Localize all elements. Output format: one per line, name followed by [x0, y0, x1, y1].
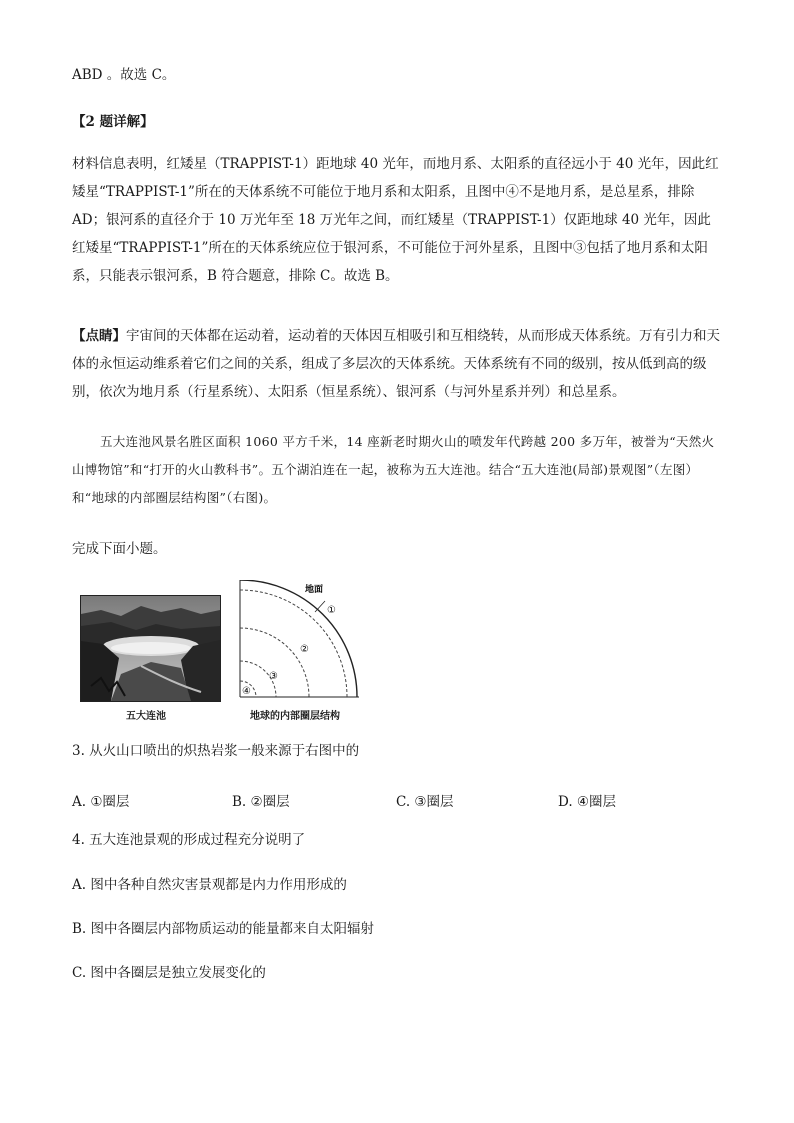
q3-option-d[interactable]: D. ④圈层: [558, 794, 617, 810]
tip-label: 【点睛】: [72, 328, 126, 344]
right-caption: 地球的内部圈层结构: [250, 711, 340, 722]
material-text: 五大连池风景名胜区面积 1060 平方千米，14 座新老时期火山的喷发年代跨越 200 多万年，被誉为“天然火山博物馆”和“打开的火山教科书”。五个湖泊连在一起，被称为五大连池。结合“五大连池(局部)景观图”（左图）和“地球的内部圈层结构图”（右图)。: [72, 434, 715, 505]
top-line: ABD 。故选 C。: [72, 67, 176, 83]
ground-surface-arc: [240, 580, 357, 697]
tip-paragraph: [72, 322, 724, 406]
q2-heading: 【2 题详解】: [72, 114, 154, 130]
q3-option-c[interactable]: C. ③圈层: [396, 794, 454, 810]
earth-layers-diagram: [235, 580, 365, 700]
leader-line: [315, 601, 325, 612]
q3-option-a[interactable]: A. ①圈层: [72, 794, 130, 810]
tip-text: 宇宙间的天体都在运动着，运动着的天体因互相吸引和互相绕转，从而形成天体系统。万有引力和天体的永恒运动维系着它们之间的关系，组成了多层次的天体系统。天体系统有不同的级别，按从低到高的级别，依次为地月系（行星系统）、太阳系（恒星系统）、银河系（与河外星系并列）和总星系。: [72, 328, 720, 400]
material-paragraph: [72, 428, 724, 512]
left-caption: 五大连池: [126, 711, 166, 722]
layer-2-label: ②: [300, 644, 309, 655]
layer-1-label: ①: [327, 605, 336, 616]
q3-stem: 3. 从火山口喷出的炽热岩浆一般来源于右图中的: [72, 743, 360, 759]
layer-4-label: ④: [242, 686, 251, 697]
q4-option-b[interactable]: B. 图中各圈层内部物质运动的能量都来自太阳辐射: [72, 921, 375, 937]
q3-option-b[interactable]: B. ②圈层: [232, 794, 290, 810]
instruction: 完成下面小题。: [72, 541, 167, 557]
ground-label: 地面: [305, 585, 324, 595]
q2-explanation: 材料信息表明，红矮星（TRAPPIST-1）距地球 40 光年，而地月系、太阳系的直径远小于 40 光年，因此红矮星“TRAPPIST-1”所在的天体系统不可能位于地月系和太阳系，且图中④不是地月系，是总星系，排除 AD；银河系的直径介于 10 万光年至 18 万光年之间，而红矮星（TRAPPIST-1）仅距地球 40 光年，因此红矮星“TRAPPIST-1”所在的天体系统应位于银河系，不可能位于河外星系，且图中③包括了地月系和太阳系，只能表示银河系，B 符合题意，排除 C。故选 B。: [72, 156, 719, 284]
q4-stem: 4. 五大连池景观的形成过程充分说明了: [72, 832, 306, 848]
layer-3-label: ③: [269, 671, 278, 682]
q4-option-c[interactable]: C. 图中各圈层是独立发展变化的: [72, 965, 266, 981]
wudalianchi-photo: [80, 595, 221, 702]
q4-option-a[interactable]: A. 图中各种自然灾害景观都是内力作用形成的: [72, 877, 347, 893]
